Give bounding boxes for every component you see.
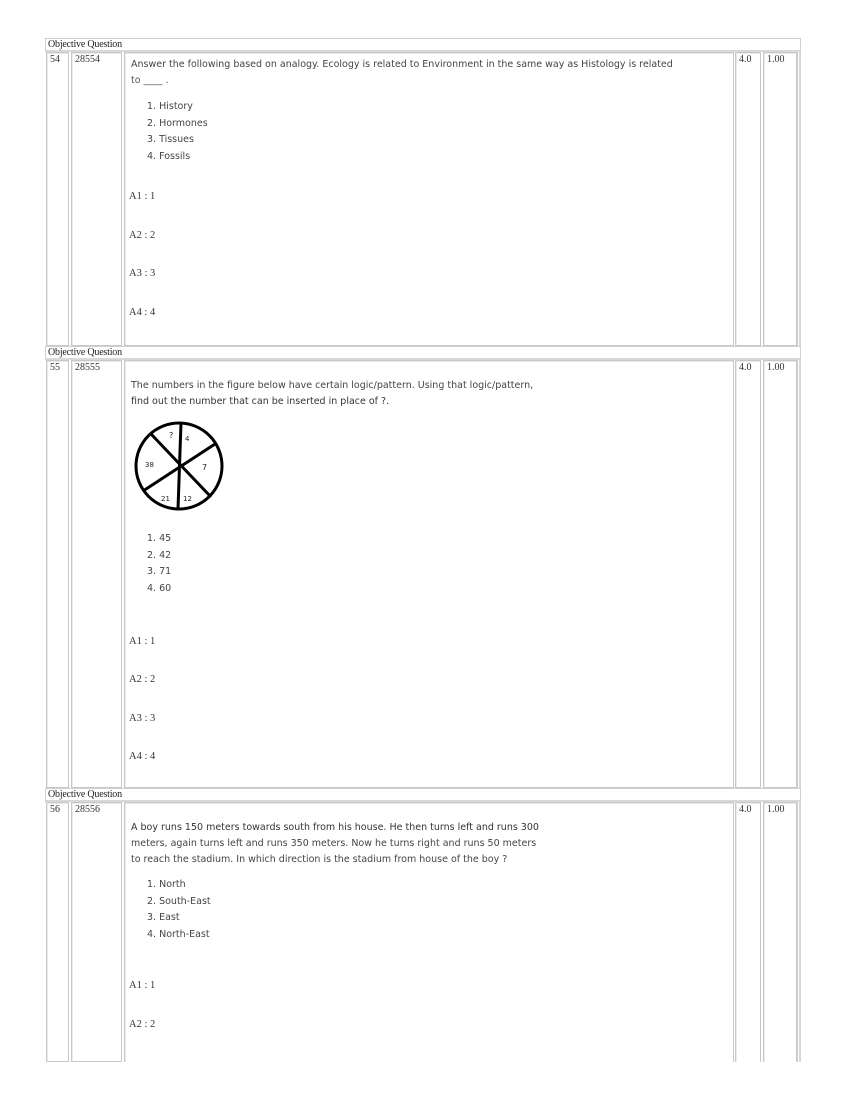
- question-number: 55: [46, 360, 69, 788]
- question-number: 56: [46, 802, 69, 1062]
- section-header: Objective Question: [45, 346, 801, 360]
- segment-label: 7: [202, 463, 208, 472]
- marks: 4.0: [735, 52, 761, 346]
- question-body: [124, 360, 734, 788]
- options-list: [147, 877, 211, 943]
- answer-option: A2 : 2: [129, 230, 156, 241]
- option: 4. 60: [147, 582, 172, 594]
- option: 1. History: [147, 101, 193, 112]
- negative-marks: 1.00: [763, 802, 797, 1062]
- option: 3. Tissues: [147, 134, 194, 145]
- answer-option: A2 : 2: [129, 1019, 156, 1030]
- question-text-line: to ____ .: [131, 75, 169, 86]
- segment-label: 38: [145, 461, 154, 469]
- question-id: 28556: [71, 802, 122, 1062]
- segment-label: ?: [169, 431, 174, 440]
- section-header: Objective Question: [45, 38, 801, 52]
- answer-option: A1 : 1: [129, 980, 156, 991]
- answer-option: A4 : 4: [129, 751, 156, 762]
- question-text-line: A boy runs 150 meters towards south from his house. He then turns left and runs 300: [131, 822, 539, 833]
- option: 2. South-East: [147, 895, 211, 907]
- question-row-55: [45, 360, 801, 788]
- table-edge: [797, 360, 801, 788]
- question-number: 54: [46, 52, 69, 346]
- question-id: 28554: [71, 52, 122, 346]
- answer-option: A3 : 3: [129, 268, 156, 279]
- question-text-line: The numbers in the figure below have certain logic/pattern. Using that logic/pattern,: [131, 380, 534, 391]
- negative-marks: 1.00: [763, 360, 797, 788]
- option: 4. North-East: [147, 928, 210, 940]
- question-text: [131, 378, 721, 410]
- question-text: [131, 57, 721, 89]
- question-body: [124, 802, 734, 1062]
- option: 2. Hormones: [147, 117, 208, 129]
- question-row-54: [45, 52, 801, 346]
- option: 1. North: [147, 879, 186, 890]
- section-header: Objective Question: [45, 788, 801, 802]
- answer-option: A1 : 1: [129, 636, 156, 647]
- answer-option: A4 : 4: [129, 307, 156, 318]
- option: 4. Fossils: [147, 150, 191, 162]
- segment-label: 21: [161, 495, 170, 503]
- table-edge: [797, 802, 801, 1062]
- option: 3. East: [147, 912, 180, 923]
- question-text-line: to reach the stadium. In which direction is the stadium from house of the boy ?: [131, 854, 508, 865]
- answer-option: A2 : 2: [129, 674, 156, 685]
- options-list: [147, 99, 208, 165]
- question-row-56: [45, 802, 801, 1062]
- answer-option: A3 : 3: [129, 713, 156, 724]
- marks: 4.0: [735, 360, 761, 788]
- pattern-circle-figure: [131, 421, 227, 516]
- option: 3. 71: [147, 566, 172, 577]
- table-edge: [797, 52, 801, 346]
- question-text-line: Answer the following based on analogy. Ecology is related to Environment in the same way as Histology is related: [131, 59, 673, 70]
- question-body: [124, 52, 734, 346]
- segment-label: 4: [185, 435, 190, 443]
- answer-option: A1 : 1: [129, 191, 156, 202]
- options-list: [147, 531, 171, 597]
- marks: 4.0: [735, 802, 761, 1062]
- question-paper: [45, 38, 801, 1062]
- option: 2. 42: [147, 549, 172, 561]
- segment-label: 12: [183, 495, 192, 503]
- question-text-line: meters, again turns left and runs 350 meters. Now he turns right and runs 50 meters: [131, 838, 537, 849]
- question-id: 28555: [71, 360, 122, 788]
- option: 1. 45: [147, 533, 172, 544]
- question-text: [131, 820, 721, 868]
- negative-marks: 1.00: [763, 52, 797, 346]
- question-text-line: find out the number that can be inserted in place of ?.: [131, 396, 390, 407]
